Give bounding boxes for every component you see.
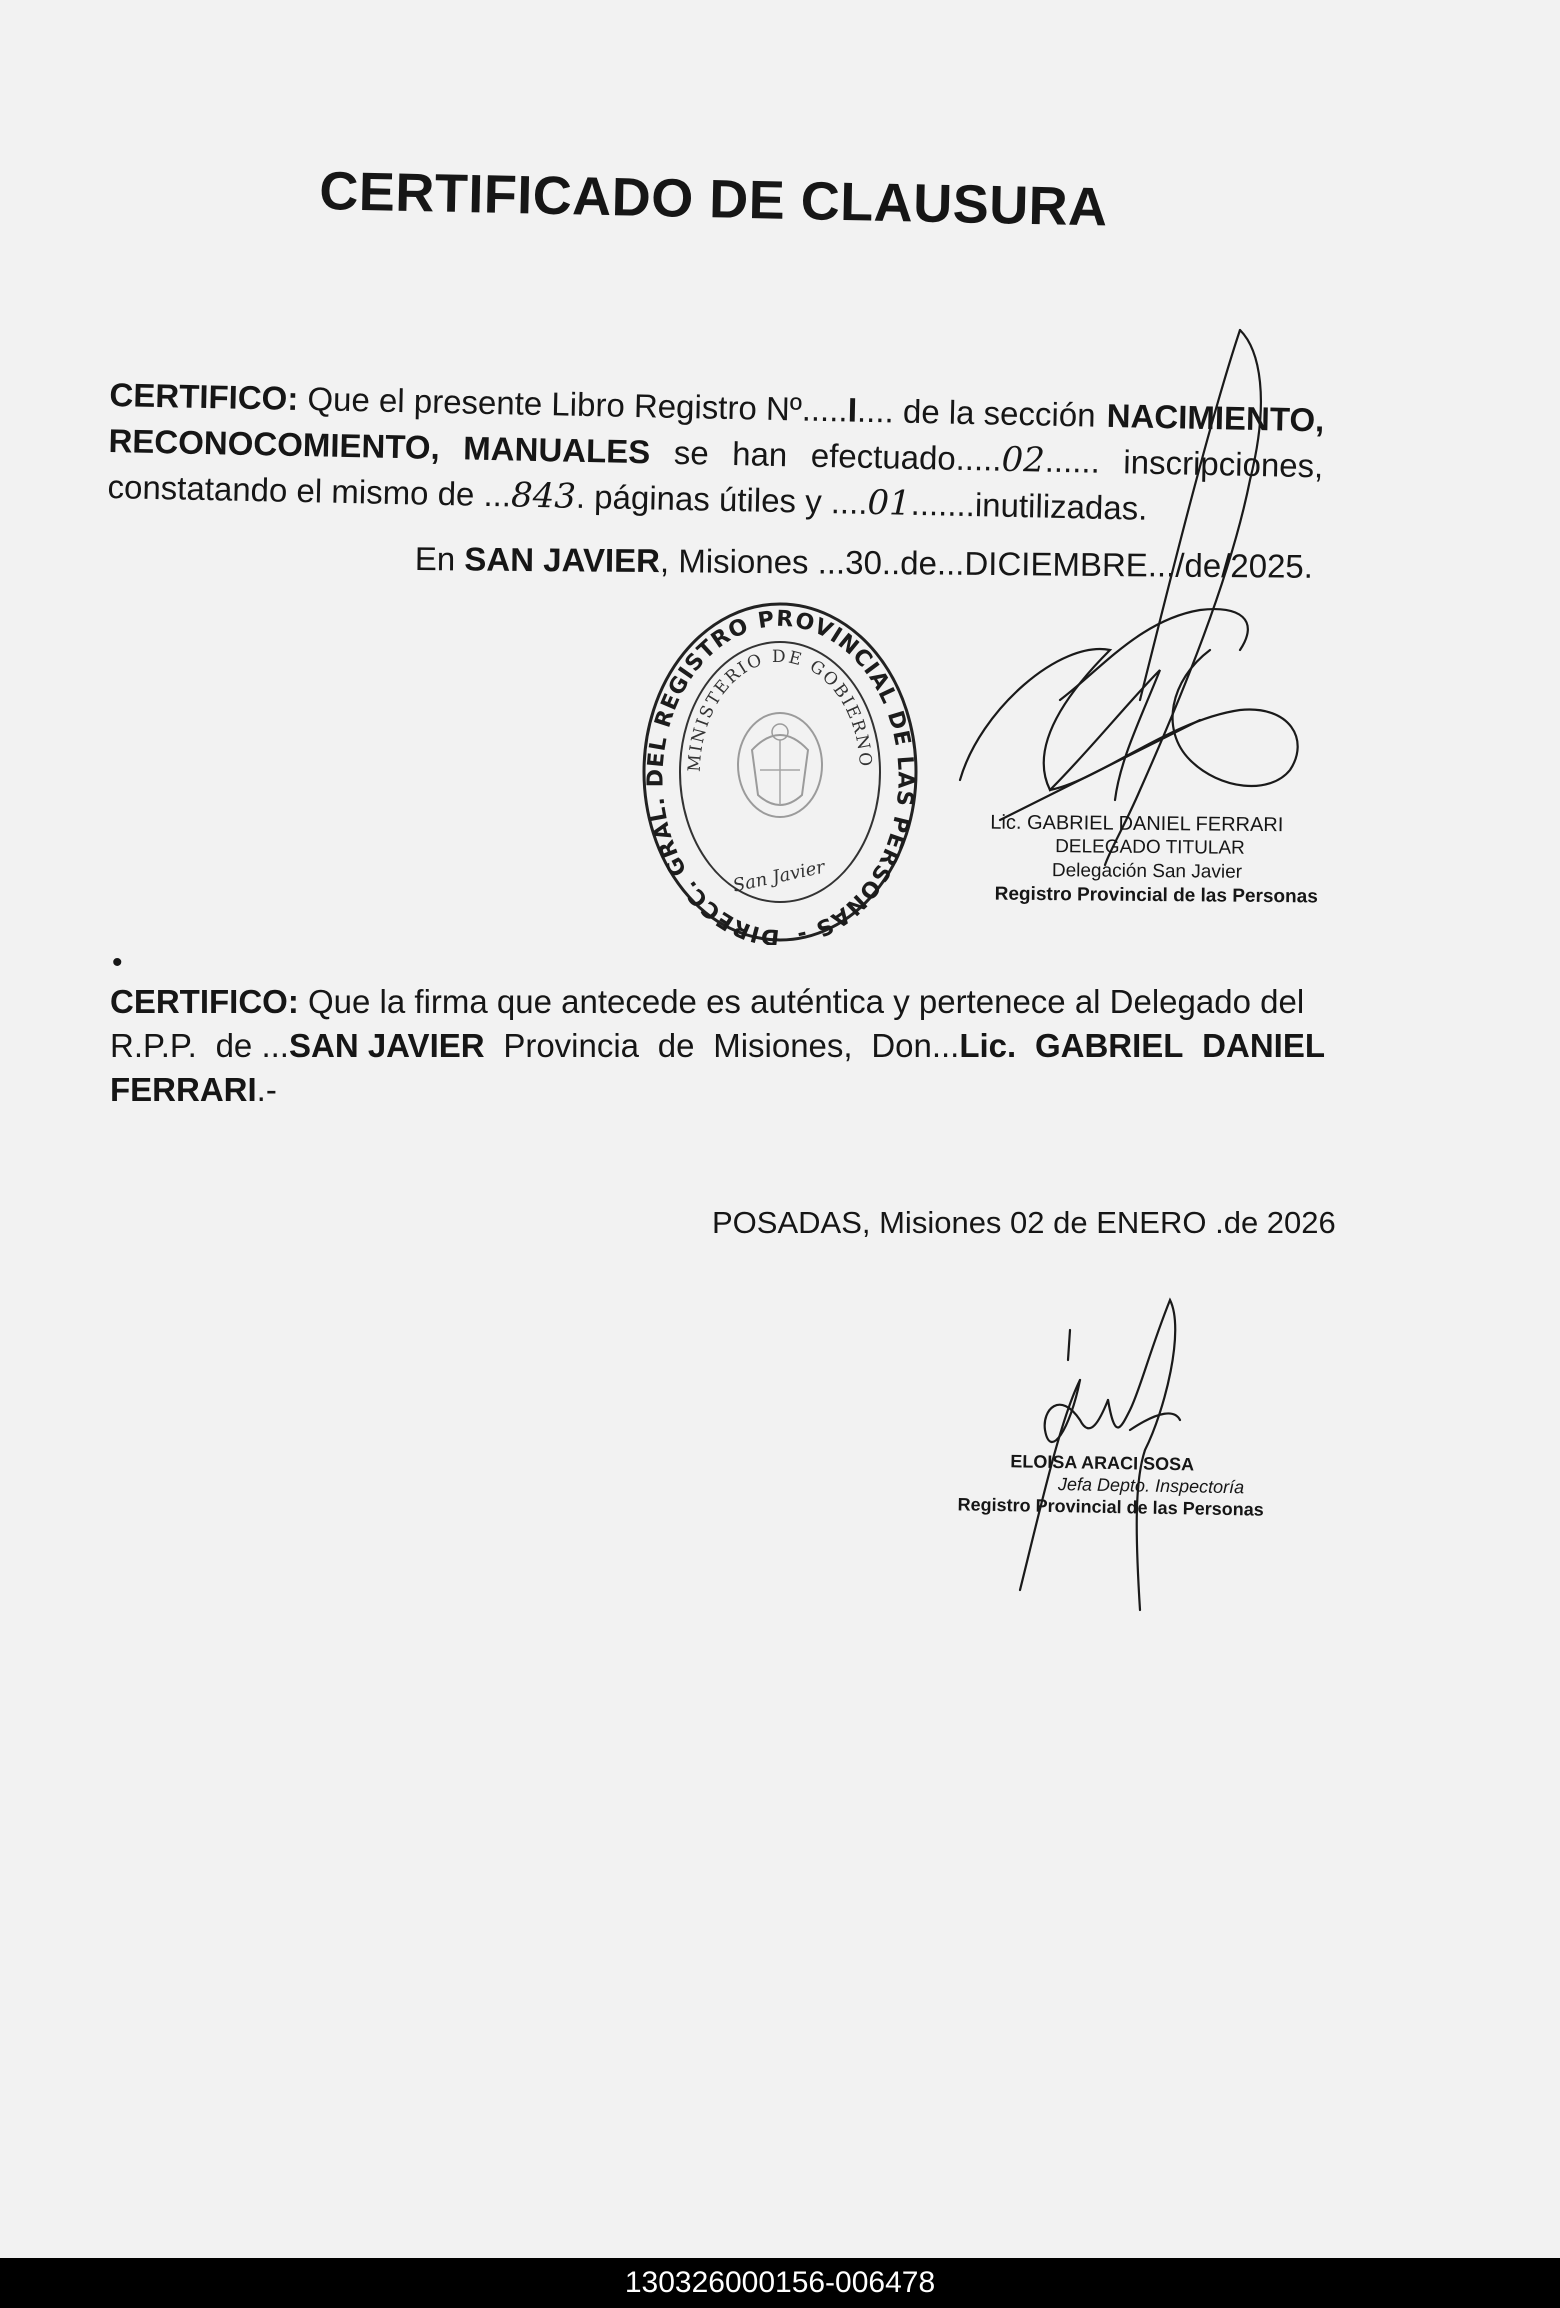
coat-of-arms-icon: [738, 713, 822, 817]
handwritten-inscripciones-count: 02: [1001, 439, 1046, 481]
certifico-label-2: CERTIFICO:: [110, 983, 299, 1020]
certifico-label: CERTIFICO:: [109, 375, 299, 417]
signature-ferrari-icon: [940, 320, 1320, 880]
paragraph2-line-3: FERRARI.-: [110, 1071, 277, 1108]
libro-number: I: [847, 391, 858, 430]
place-date-line: En SAN JAVIER, Misiones ...30..de...DICIEMBRE.../de/2025.: [414, 540, 1314, 585]
bullet-dot: •: [112, 946, 123, 979]
place-date-line-2: POSADAS, Misiones 02 de ENERO .de 2026: [712, 1205, 1336, 1240]
handwritten-paginas-utiles: 843: [510, 475, 577, 517]
signer-name: Lic. GABRIEL DANIEL FERRARI: [990, 811, 1284, 837]
paragraph-line-3: constatando el mismo de ... 843 . páginas útiles y .... 01 .......inutilizadas.: [107, 467, 1148, 527]
seal-city-text: San Javier: [730, 856, 827, 897]
signer2-institution: Registro Provincial de las Personas: [957, 1494, 1264, 1520]
official-seal: [640, 600, 920, 945]
seal-outer-text: DIRECC. GRAL. DEL REGISTRO PROVINCIAL DE LAS PERSONAS -: [643, 606, 918, 945]
signer-office: Delegación San Javier: [1051, 860, 1243, 883]
paragraph-line-2: RECONOCOMIENTO, MANUALES se han efectuado.....02...... inscripciones,: [108, 418, 1324, 489]
paragraph2-line-2: R.P.P. de ...SAN JAVIER Provincia de Misiones, Don...Lic. GABRIEL DANIEL: [110, 1027, 1325, 1064]
signature-sosa-block: [957, 1449, 1264, 1520]
city-san-javier-2: SAN JAVIER: [288, 1027, 485, 1064]
city-san-javier: SAN JAVIER: [464, 540, 661, 580]
paragraph-line-1: CERTIFICO: Que el presente Libro Registro Nº.....I.... de la sección NACIMIENTO,: [109, 372, 1325, 443]
signer2-name: ELOISA ARACI SOSA: [1010, 1451, 1195, 1475]
handwritten-inutilizadas: 01: [867, 482, 912, 524]
document-title: CERTIFICADO DE CLAUSURA: [318, 160, 1109, 238]
signer-institution: Registro Provincial de las Personas: [994, 883, 1318, 908]
signature-ferrari-block: [990, 811, 1319, 910]
seal-inner-text: MINISTERIO DE GOBIERNO: [684, 646, 876, 773]
signer2-role: Jefa Depto. Inspectoría: [1057, 1474, 1245, 1498]
section-reconocimiento: RECONOCOMIENTO,: [108, 421, 441, 466]
delegate-surname: FERRARI: [110, 1071, 257, 1108]
paragraph2-line-1: CERTIFICO: Que la firma que antecede es auténtica y pertenece al Delegado del: [110, 983, 1305, 1020]
footer-document-code: 130326000156-006478: [0, 2258, 1560, 2308]
authenticity-certification-paragraph: [110, 980, 1325, 1112]
section-manuales: MANUALES: [462, 429, 651, 471]
signer-role: DELEGADO TITULAR: [1055, 836, 1245, 859]
section-nacimiento: NACIMIENTO,: [1106, 396, 1325, 439]
